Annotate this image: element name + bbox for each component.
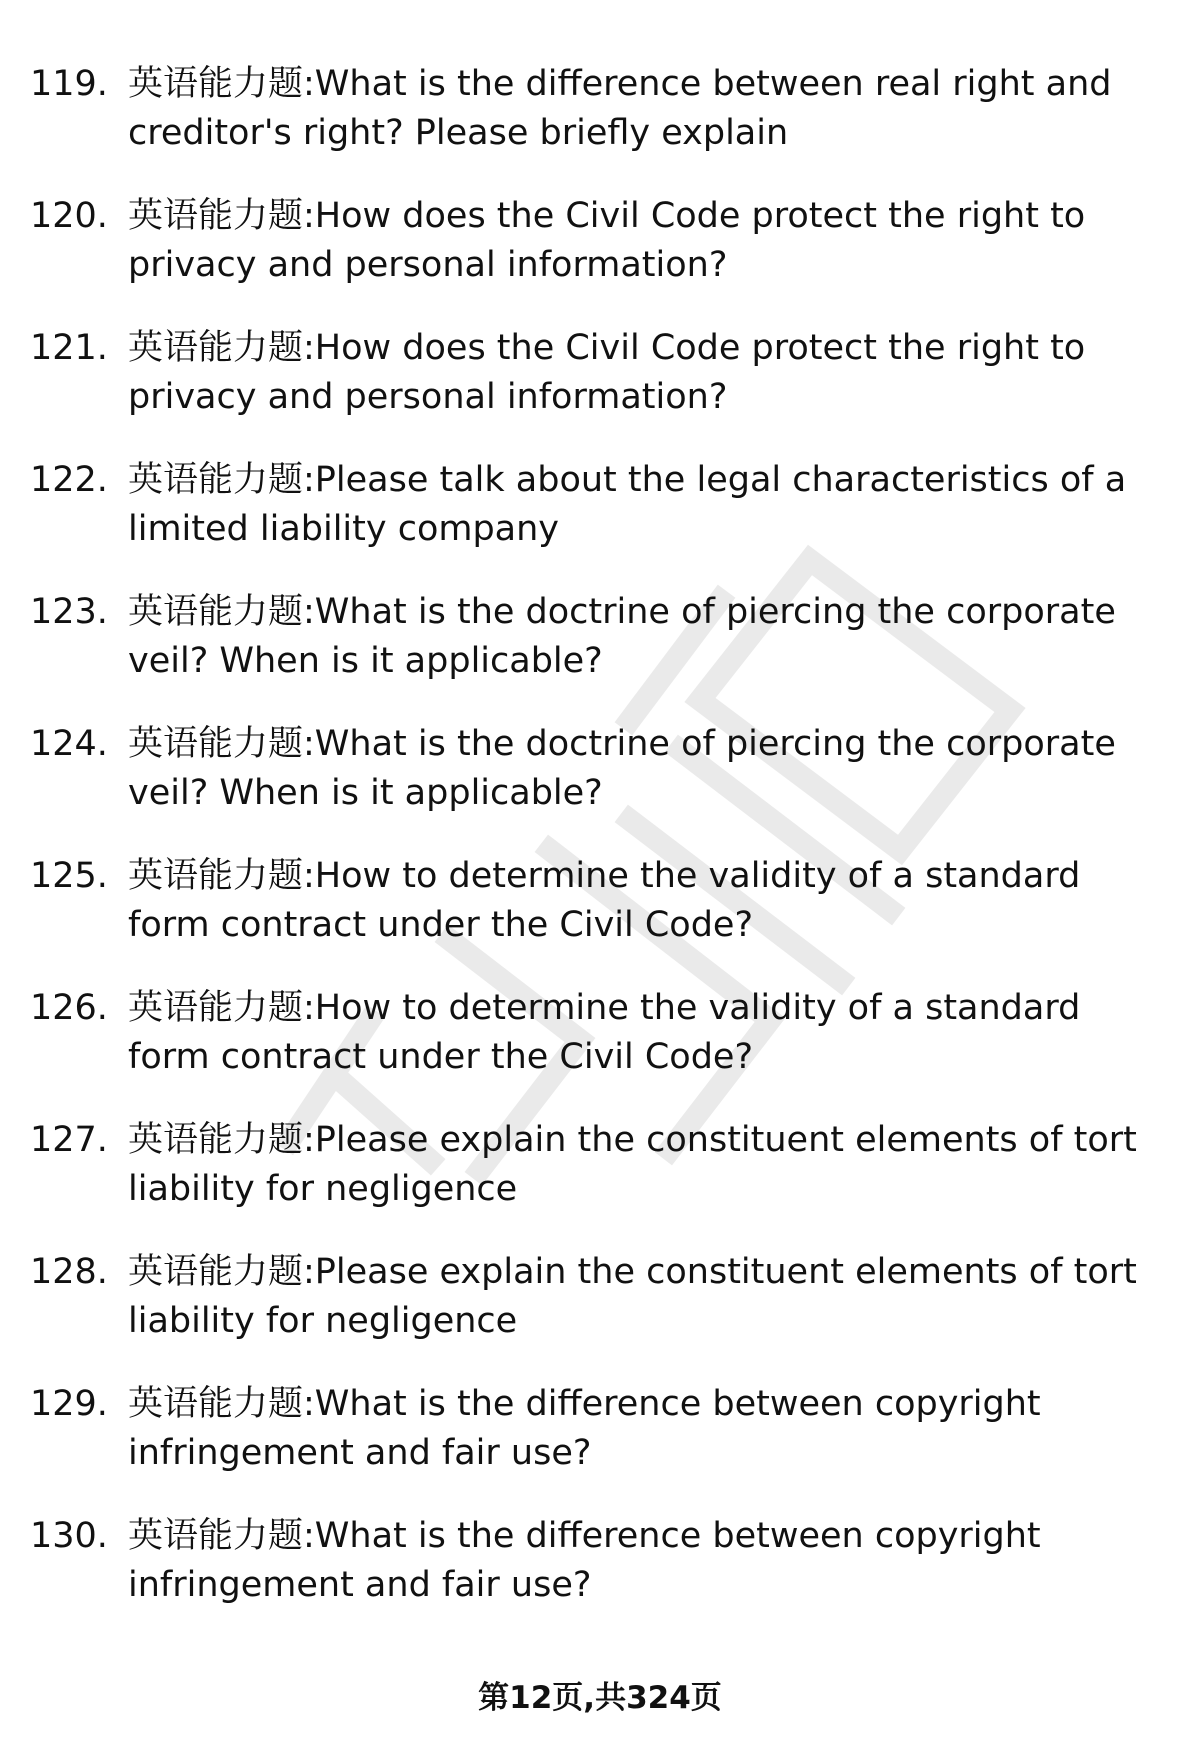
question-prefix: 英语能力题: (128, 1516, 315, 1556)
question-number: 127. (30, 1120, 108, 1160)
question-text: What is the difference between real right and creditor's right? Please briefly explain (128, 64, 1112, 153)
question-body (128, 984, 1180, 1082)
question-item (30, 192, 1180, 324)
question-body (128, 1512, 1180, 1610)
question-body (128, 192, 1180, 290)
question-body (128, 720, 1180, 818)
question-text: Please explain the constituent elements of tort liability for negligence (128, 1120, 1137, 1209)
question-item (30, 1512, 1180, 1644)
question-text: How to determine the validity of a standard form contract under the Civil Code? (128, 856, 1081, 945)
question-number: 119. (30, 64, 108, 104)
question-text: How does the Civil Code protect the right to privacy and personal information? (128, 328, 1086, 417)
question-prefix: 英语能力题: (128, 460, 315, 500)
question-item (30, 720, 1180, 852)
question-number: 130. (30, 1516, 108, 1556)
question-body (128, 1116, 1180, 1214)
question-prefix: 英语能力题: (128, 328, 315, 368)
question-text: Please talk about the legal characteristics of a limited liability company (128, 460, 1127, 549)
question-prefix: 英语能力题: (128, 196, 315, 236)
question-item (30, 588, 1180, 720)
question-list (30, 60, 1180, 1644)
question-body (128, 852, 1180, 950)
question-prefix: 英语能力题: (128, 1384, 315, 1424)
question-prefix: 英语能力题: (128, 988, 315, 1028)
question-number: 121. (30, 328, 108, 368)
question-body (128, 324, 1180, 422)
question-prefix: 英语能力题: (128, 724, 315, 764)
question-item (30, 60, 1180, 192)
question-item (30, 1116, 1180, 1248)
question-item (30, 984, 1180, 1116)
question-number: 124. (30, 724, 108, 764)
question-prefix: 英语能力题: (128, 1252, 315, 1292)
question-prefix: 英语能力题: (128, 592, 315, 632)
question-number: 120. (30, 196, 108, 236)
question-text: What is the difference between copyright infringement and fair use? (128, 1516, 1041, 1605)
question-item (30, 456, 1180, 588)
question-item (30, 1380, 1180, 1512)
question-number: 125. (30, 856, 108, 896)
question-body (128, 588, 1180, 686)
question-body (128, 1380, 1180, 1478)
question-text: How does the Civil Code protect the right to privacy and personal information? (128, 196, 1086, 285)
question-text: What is the doctrine of piercing the corporate veil? When is it applicable? (128, 724, 1116, 813)
question-number: 128. (30, 1252, 108, 1292)
question-item (30, 324, 1180, 456)
question-number: 122. (30, 460, 108, 500)
question-text: Please explain the constituent elements of tort liability for negligence (128, 1252, 1137, 1341)
question-prefix: 英语能力题: (128, 1120, 315, 1160)
question-prefix: 英语能力题: (128, 64, 315, 104)
question-number: 129. (30, 1384, 108, 1424)
question-text: How to determine the validity of a standard form contract under the Civil Code? (128, 988, 1081, 1077)
question-item (30, 852, 1180, 984)
question-number: 123. (30, 592, 108, 632)
question-body (128, 1248, 1180, 1346)
question-body (128, 456, 1180, 554)
question-text: What is the doctrine of piercing the corporate veil? When is it applicable? (128, 592, 1116, 681)
question-body (128, 60, 1180, 158)
question-prefix: 英语能力题: (128, 856, 315, 896)
page-footer: 第12页,共324页 (478, 1680, 722, 1716)
question-number: 126. (30, 988, 108, 1028)
question-item (30, 1248, 1180, 1380)
question-text: What is the difference between copyright infringement and fair use? (128, 1384, 1041, 1473)
